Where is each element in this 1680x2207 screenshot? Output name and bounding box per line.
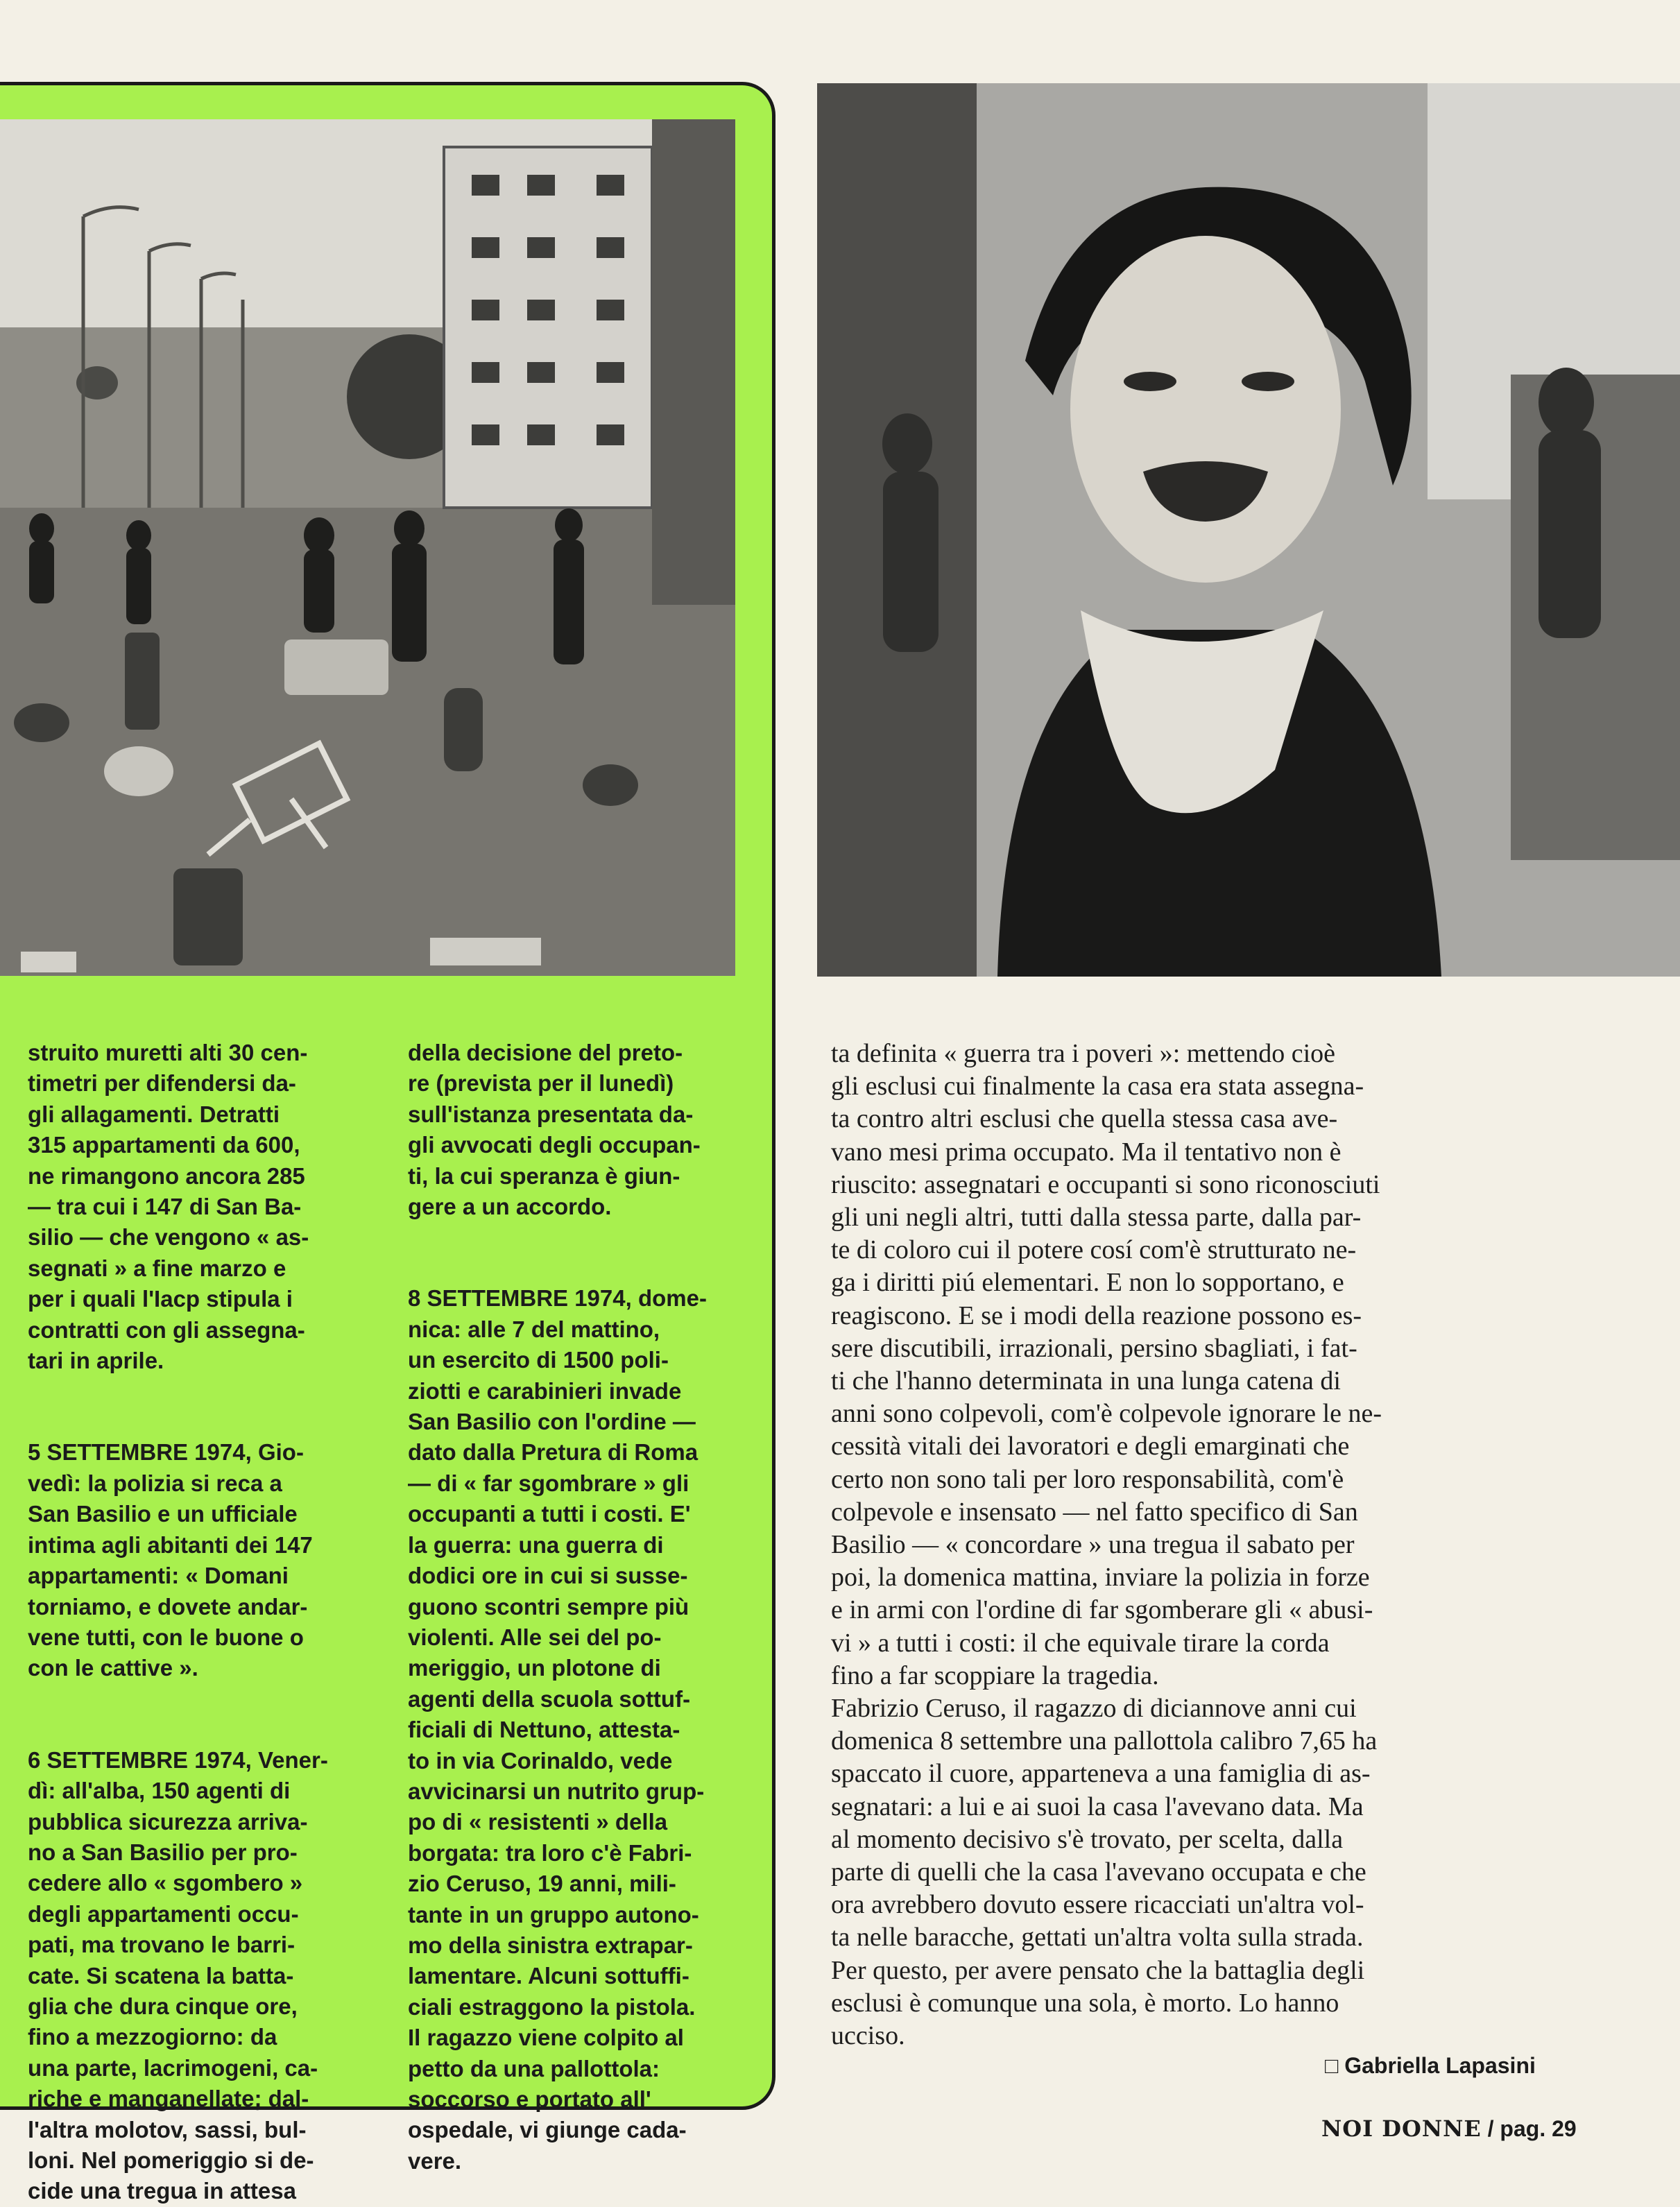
column-middle-paragraph-1: della decisione del preto- re (prevista per il lunedì) sull'istanza presentata da- gli avvocati degli occupan- ti, la cui speranza è giun- gere a un accordo. (408, 1040, 701, 1220)
column-middle-paragraph-2: 8 SETTEMBRE 1974, dome- nica: alle 7 del mattino, un esercito di 1500 poli- ziotti e carabinieri invade San Basilio con l'ordine — dato dalla Pretura di Roma — di « far sgombrare » gli occupanti a tutti i costi. E' la guerra: una guerra di dodici ore in cui si susse- guono scontri sempre più violenti. Alle sei del po- meriggio, un plotone di agenti della scuola sottuf- ficiali di Nettuno, attesta- to in via Corinaldo, vede avvicinarsi un nutrito grup- po di « resistenti » della borgata: tra loro c'è Fabri- zio Ceruso, 19 anni, mili- tante in un gruppo autono- mo della sinistra extrapar- lamentare. Alcuni sottuffi- ciali estraggono la pistola. Il ragazzo viene colpito al petto da una pallottola: soccorso e portato all' ospedale, vi giunge cada- vere. (408, 1285, 707, 2174)
page-footer (1321, 2115, 1577, 2142)
street-clash-photo (0, 119, 735, 976)
column-left-paragraph-2: 5 SETTEMBRE 1974, Gio- vedì: la polizia si reca a San Basilio e un ufficiale intima agli abitanti dei 147 appartamenti: « Domani torniamo, e dovete andar- vene tutti, con le buone o con le cattive ». (28, 1439, 313, 1681)
column-left-paragraph-1: struito muretti alti 30 cen- timetri per difendersi da- gli allagamenti. Detratti 315 appartamenti da 600, ne rimangono ancora 285 — tra cui i 147 di San Ba- silio — che vengono « as- segnati » a fine marzo e per i quali l'Iacp stipula i contratti con gli assegna- tari in aprile. (28, 1040, 309, 1374)
street-scene-graphic (0, 119, 735, 976)
column-middle (408, 1038, 742, 2176)
portrait-graphic (817, 83, 1680, 977)
column-right-paragraph-2: Fabrizio Ceruso, il ragazzo di diciannove anni cui domenica 8 settembre una pallottola calibro 7,65 ha spaccato il cuore, apparteneva a una famiglia di as- segnatari: a lui e ai suoi la casa l'avevano data. Ma al momento decisivo s'è trovato, per scelta, dalla parte di quelli che la casa l'avevano occupata e che ora avrebbero dovuto essere ricacciati un'altra vol- ta nelle baracche, gettati un'altra volta sulla strada. Per questo, per avere pensato che la battaglia degli esclusi è comunque una sola, è morto. Lo hanno ucciso. (831, 1694, 1378, 2051)
column-left (28, 1038, 375, 2207)
author-byline: □ Gabriella Lapasini (1325, 2053, 1536, 2078)
magazine-logo: NOI DONNE (1321, 2115, 1482, 2142)
column-left-paragraph-3: 6 SETTEMBRE 1974, Vener- dì: all'alba, 150 agenti di pubblica sicurezza arriva- no a San Basilio per pro- cedere allo « sgombero » degli appartamenti occu- pati, ma trovano le barri- cate. Si scatena la batta- glia che dura cinque ore, fino a mezzogiorno: da una parte, lacrimogeni, ca- riche e manganellate; dal- l'altra molotov, sassi, bul- loni. Nel pomeriggio si de- cide una tregua in attesa (28, 1746, 328, 2204)
column-right-paragraph-1: ta definita « guerra tra i poveri »: mettendo cioè gli esclusi cui finalmente la casa era stata assegna- ta contro altri esclusi che quella stessa casa ave- vano mesi prima occupato. Ma il tentativo non è riuscito: assegnatari e occupanti si sono riconosciuti gli uni negli altri, tutti dalla stessa parte, dalla par- te di coloro cui il potere cosí com'è strutturato ne- ga i diritti piú elementari. E non lo sopportano, e reagiscono. E se i modi della reazione possono es- sere discutibili, irrazionali, persino sbagliati, i fat- ti che l'hanno determinata in una lunga catena di anni sono colpevoli, com'è colpevole ignorare le ne- cessità vitali dei lavoratori e degli emarginati che certo non sono tali per loro responsabilità, com'è colpevole e insensato — nel fatto specifico di San Basilio — « concordare » una tregua il sabato per poi, la domenica mattina, inviare la polizia in forze e in armi con l'ordine di far sgomberare gli « abusi- vi » a tutti i costi: il che equivale tirare la corda fino a far scoppiare la tragedia. (831, 1039, 1382, 1690)
column-right (831, 1038, 1566, 2052)
crying-woman-photo (817, 83, 1680, 977)
page-number: / pag. 29 (1487, 2116, 1577, 2141)
